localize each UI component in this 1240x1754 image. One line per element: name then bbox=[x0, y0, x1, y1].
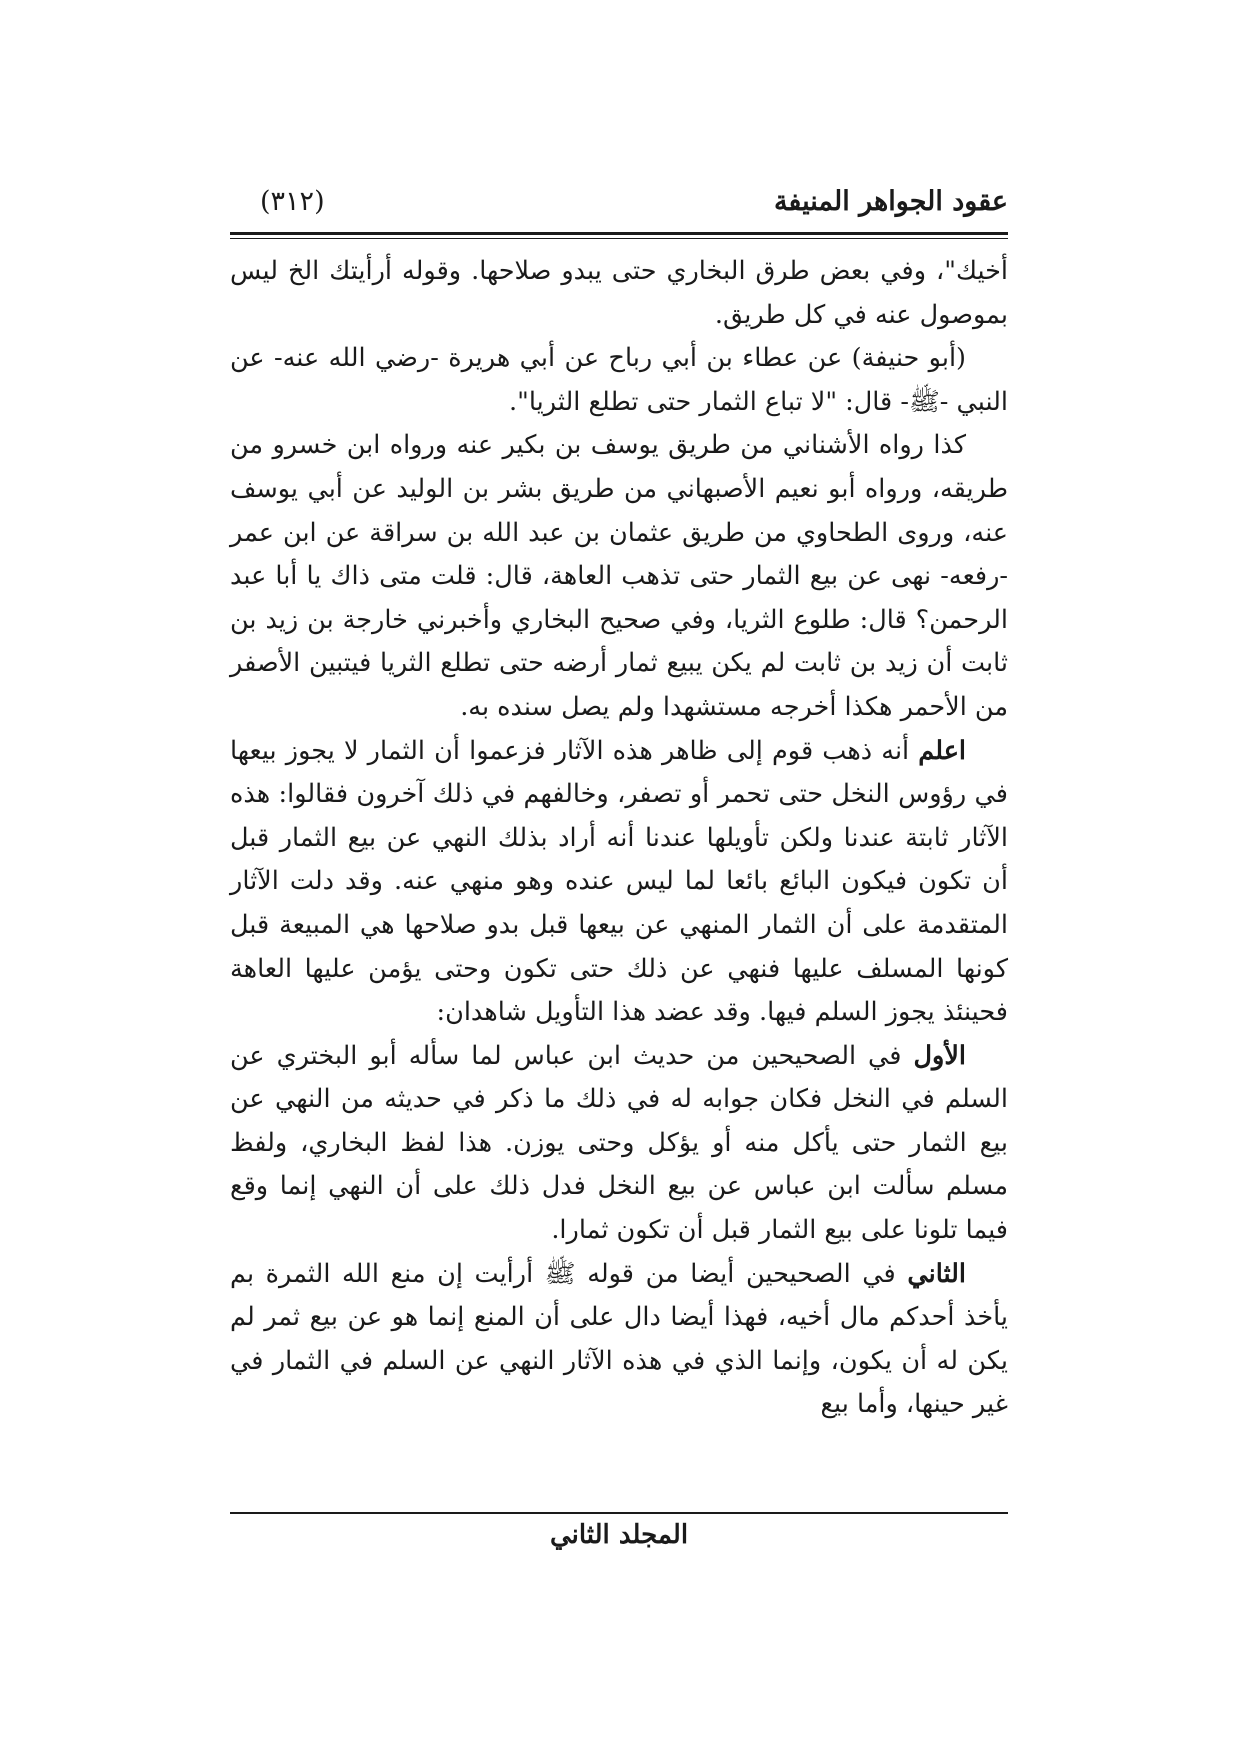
paragraph-lead-word: الثاني bbox=[907, 1258, 967, 1289]
paragraph bbox=[230, 1253, 1008, 1427]
paragraph-lead-word: الأول bbox=[913, 1040, 966, 1071]
paragraph-text: أخيك"، وفي بعض طرق البخاري حتى يبدو صلاحها. وقوله أرأيتك الخ ليس بموصول عنه في كل طريق. bbox=[230, 256, 1008, 330]
paragraph-text: كذا رواه الأشناني من طريق يوسف بن بكير عنه ورواه ابن خسرو من طريقه، ورواه أبو نعيم الأصبهاني من طريق بشر بن الوليد عن أبي يوسف عنه، وروى الطحاوي من طريق عثمان بن عبد الله بن سراقة عن ابن عمر -رفعه- نهى عن بيع الثمار حتى تذهب العاهة، قال: قلت متى ذاك يا أبا عبد الرحمن؟ قال: طلوع الثريا، وفي صحيح البخاري وأخبرني خارجة بن زيد بن ثابت أن زيد بن ثابت لم يكن يبيع ثمار أرضه حتى تطلع الثريا فيتبين الأصفر من الأحمر هكذا أخرجه مستشهدا ولم يصل سنده به. bbox=[230, 430, 1008, 722]
page-number: (٣١٢) bbox=[260, 186, 325, 217]
paragraph-text: أنه ذهب قوم إلى ظاهر هذه الآثار فزعموا أن الثمار لا يجوز بيعها في رؤوس النخل حتى تحمر أو تصفر، وخالفهم في ذلك آخرون فقالوا: هذه الآثار ثابتة عندنا ولكن تأويلها عندنا أنه أراد بذلك النهي عن بيع الثمار قبل أن تكون فيكون البائع بائعا لما ليس عنده وهو منهي عنه. وقد دلت الآثار المتقدمة على أن الثمار المنهي عن بيعها قبل بدو صلاحها هي المبيعة قبل كونها المسلف عليها فنهي عن ذلك حتى تكون وحتى يؤمن عليها العاهة فحينئذ يجوز السلم فيها. وقد عضد هذا التأويل شاهدان: bbox=[230, 735, 1008, 1028]
paragraph-lead-word: اعلم bbox=[918, 735, 966, 766]
paragraph bbox=[230, 250, 1008, 337]
paragraph bbox=[230, 424, 1008, 729]
paragraph-text: في الصحيحين من حديث ابن عباس لما سأله أبو البختري عن السلم في النخل فكان جوابه له في ذلك ما ذكر في حديثه من النهي عن بيع الثمار حتى يأكل منه أو يؤكل وحتى يوزن. هذا لفظ البخاري، ولفظ مسلم سألت ابن عباس عن بيع النخل فدل ذلك على أن النهي إنما وقع فيما تلونا على بيع الثمار قبل أن تكون ثمارا. bbox=[230, 1040, 1008, 1246]
paragraph bbox=[230, 730, 1008, 1035]
header-rule-thick bbox=[230, 232, 1008, 235]
paragraph bbox=[230, 337, 1008, 424]
paragraph-text: (أبو حنيفة) عن عطاء بن أبي رباح عن أبي هريرة -رضي الله عنه- عن النبي -ﷺ- قال: "لا تباع الثمار حتى تطلع الثريا". bbox=[230, 343, 1008, 417]
header-rule-thin bbox=[230, 238, 1008, 239]
book-title: عقود الجواهر المنيفة bbox=[773, 186, 1008, 217]
paragraph-text: في الصحيحين أيضا من قوله ﷺ أرأيت إن منع الله الثمرة بم يأخذ أحدكم مال أخيه، فهذا أيضا دال على أن المنع إنما هو عن بيع ثمر لم يكن له أن يكون، وإنما الذي في هذه الآثار النهي عن السلم في الثمار في غير حينها، وأما بيع bbox=[230, 1258, 1008, 1420]
paragraph bbox=[230, 1035, 1008, 1253]
volume-label: المجلد الثاني bbox=[549, 1520, 689, 1550]
footer-rule bbox=[230, 1512, 1008, 1514]
page-header bbox=[230, 186, 1008, 226]
body-text bbox=[230, 250, 1008, 1427]
